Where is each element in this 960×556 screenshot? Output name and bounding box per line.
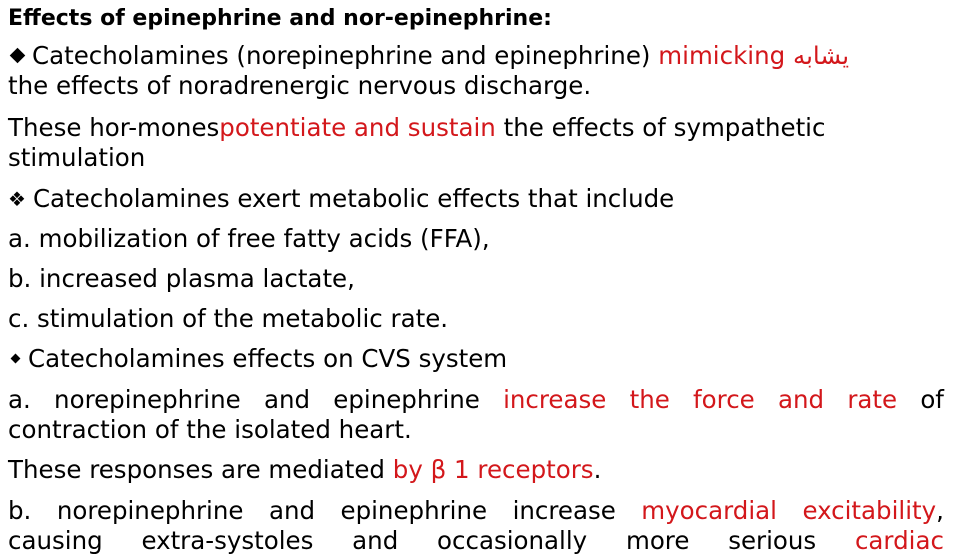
red-word: excitability (802, 496, 937, 525)
paragraph-hormones (8, 113, 944, 143)
word: epinephrine (333, 385, 480, 414)
word: causing (8, 526, 103, 555)
four-diamond-bullet-icon: ❖ (8, 187, 26, 211)
bullet-cvs-system (8, 344, 944, 374)
text-beta-receptors: by β 1 receptors (392, 455, 594, 484)
text-metabolic: Catecholamines exert metabolic effects that include (32, 184, 675, 213)
word: occasionally (437, 526, 588, 555)
text-noradrenergic: the effects of noradrenergic nervous discharge. (8, 71, 592, 100)
red-word: cardiac (854, 526, 944, 555)
word: extra-systoles (141, 526, 314, 555)
excitability-group (802, 496, 943, 526)
item-lactate: b. increased plasma lactate, (8, 264, 355, 293)
text-period: . (593, 455, 602, 484)
word: more (625, 526, 690, 555)
item-metabolic-rate: c. stimulation of the metabolic rate. (8, 304, 449, 333)
red-word: increase (503, 385, 607, 414)
text-arabic: يشابه (792, 41, 850, 70)
bullet-metabolic-effects (8, 184, 944, 214)
word: epinephrine (340, 496, 488, 525)
word: and (263, 385, 311, 414)
slide-title: Effects of epinephrine and nor-epinephrine: (8, 6, 552, 31)
word: of (920, 385, 944, 414)
word: and (268, 496, 316, 525)
word: norepinephrine (54, 385, 241, 414)
word: b. (8, 496, 32, 525)
comma: , (936, 496, 944, 525)
item-force-rate (8, 385, 944, 415)
small-diamond-bullet-icon (11, 353, 21, 363)
red-word: force (693, 385, 755, 414)
cut-off-line (8, 526, 944, 556)
text-cvs: Catecholamines effects on CVS system (28, 344, 508, 373)
red-word: and (777, 385, 825, 414)
word: increase (512, 496, 616, 525)
text-mimicking: mimicking (658, 41, 786, 70)
word: and (352, 526, 399, 555)
text-effects-sympathetic: the effects of sympathetic (503, 113, 826, 142)
text-hormones: These hor-mones (8, 113, 220, 142)
bullet-catecholamines-mimic (8, 41, 944, 71)
paragraph-responses (8, 455, 944, 485)
text-responses: These responses are mediated (8, 455, 385, 484)
text-stimulation: stimulation (8, 143, 146, 172)
item-excitability (8, 496, 944, 526)
red-word: rate (847, 385, 898, 414)
text-catecholamines: Catecholamines (norepinephrine and epinephrine) (32, 41, 651, 70)
item-mobilization: a. mobilization of free fatty acids (FFA), (8, 224, 490, 253)
word: serious (728, 526, 817, 555)
word: a. (8, 385, 31, 414)
text-isolated-heart: contraction of the isolated heart. (8, 415, 412, 444)
word: norepinephrine (56, 496, 244, 525)
diamond-bullet-icon (10, 48, 26, 64)
red-word: the (629, 385, 670, 414)
red-word: myocardial (641, 496, 777, 525)
text-potentiate: potentiate and sustain (219, 113, 496, 142)
